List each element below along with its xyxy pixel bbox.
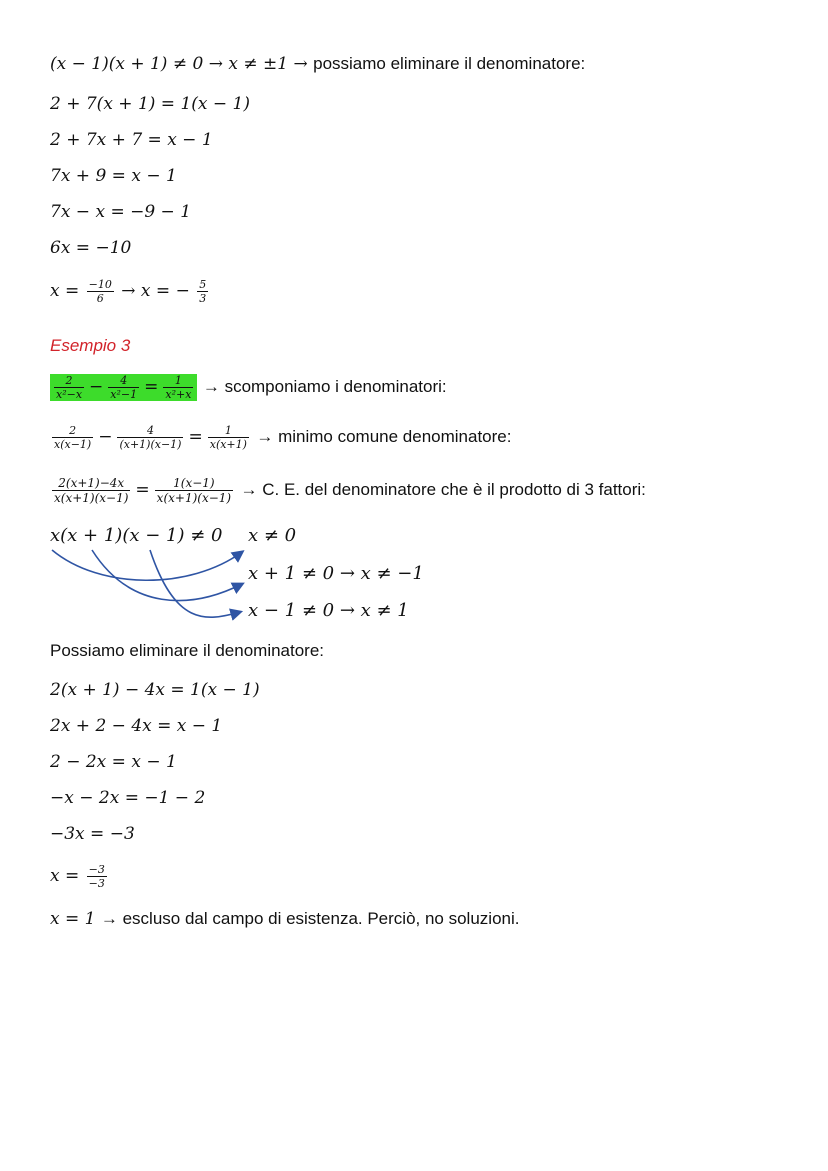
equation-3: $\frac{2(x+1)-4x}{x(x+1)(x-1)}$ = $\frac{1(x-1)}{x(x+1)(x-1)}$ → C. E. del denominatore che è il prodotto di 3 fattori: xyxy=(54,476,646,505)
final-text: → escluso dal campo di esistenza. Perciò, no soluzioni. xyxy=(100,909,520,928)
fraction: $\frac{4}{\text{x²−1}}$ xyxy=(110,374,138,401)
fraction: $\frac{1}{\text{x²+x}}$ xyxy=(165,374,192,401)
step-line: 2(x + 1) − 4x = 1(x − 1) xyxy=(50,680,260,700)
step-line: −3x = −3 xyxy=(50,824,135,844)
result-line xyxy=(50,863,109,890)
fraction: $\frac{5}{3}$ xyxy=(199,278,207,305)
equation-2: $\frac{2}{x(x-1)}$ − $\frac{4}{(x+1)(x-1)}$ = $\frac{1}{x(x+1)}$ → minimo comune denominatore: xyxy=(54,424,512,451)
arrow-to-factor-1 xyxy=(52,550,242,580)
equation-note: → C. E. del denominatore che è il prodotto di 3 fattori: xyxy=(240,480,646,499)
result-mid: → x = − xyxy=(121,281,190,301)
fraction: $\frac{1}{x(x+1)}$ xyxy=(209,424,247,451)
step-line: 7x − x = −9 − 1 xyxy=(50,202,192,222)
final-line xyxy=(50,908,519,930)
equation-note: → minimo comune denominatore: xyxy=(256,427,512,446)
highlighted-equation: $\frac{2}{\text{x²−x}}$ − $\frac{4}{\text{x²−1}}$ = $\frac{1}{\text{x²+x}}$ xyxy=(50,374,197,401)
fraction: $\frac{2}{\text{x²−x}}$ xyxy=(56,374,83,401)
step-line: 6x = −10 xyxy=(50,238,132,258)
fraction: $\frac{-3}{-3}$ xyxy=(88,863,105,890)
eliminate-text: Possiamo eliminare il denominatore: xyxy=(50,641,325,660)
fraction: $\frac{1(x-1)}{x(x+1)(x-1)}$ xyxy=(156,476,232,505)
arrow-to-factor-3 xyxy=(150,550,240,617)
example-title: Esempio 3 xyxy=(50,336,131,355)
condition-text: possiamo eliminare il denominatore: xyxy=(313,54,586,73)
ce-factor-1: x ≠ 0 xyxy=(248,525,297,546)
fraction: $\frac{2}{x(x-1)}$ xyxy=(54,424,92,451)
step-line: 2 − 2x = x − 1 xyxy=(50,752,177,772)
fraction: $\frac{-10}{6}$ xyxy=(88,278,112,305)
ce-factor-3: x − 1 ≠ 0 → x ≠ 1 xyxy=(248,600,409,621)
fraction: $\frac{4}{(x+1)(x-1)}$ xyxy=(119,424,182,451)
result-lhs: x = xyxy=(50,866,80,886)
step-line: −x − 2x = −1 − 2 xyxy=(50,788,206,808)
condition-math: (x − 1)(x + 1) ≠ 0 → x ≠ ±1 → xyxy=(50,54,308,74)
step-line: 7x + 9 = x − 1 xyxy=(50,166,177,186)
arrow-to-factor-2 xyxy=(92,550,242,601)
equation-note: → scomponiamo i denominatori: xyxy=(202,377,447,396)
ce-product: x(x + 1)(x − 1) ≠ 0 xyxy=(50,525,223,546)
final-math: x = 1 xyxy=(50,909,96,929)
ce-factor-2: x + 1 ≠ 0 → x ≠ −1 xyxy=(248,563,424,584)
fraction: $\frac{2(x+1)-4x}{x(x+1)(x-1)}$ xyxy=(54,476,129,505)
result-lhs: x = xyxy=(50,281,80,301)
step-line: 2 + 7x + 7 = x − 1 xyxy=(50,130,213,150)
step-line: 2x + 2 − 4x = x − 1 xyxy=(50,716,223,736)
step-line: 2 + 7(x + 1) = 1(x − 1) xyxy=(50,94,250,114)
